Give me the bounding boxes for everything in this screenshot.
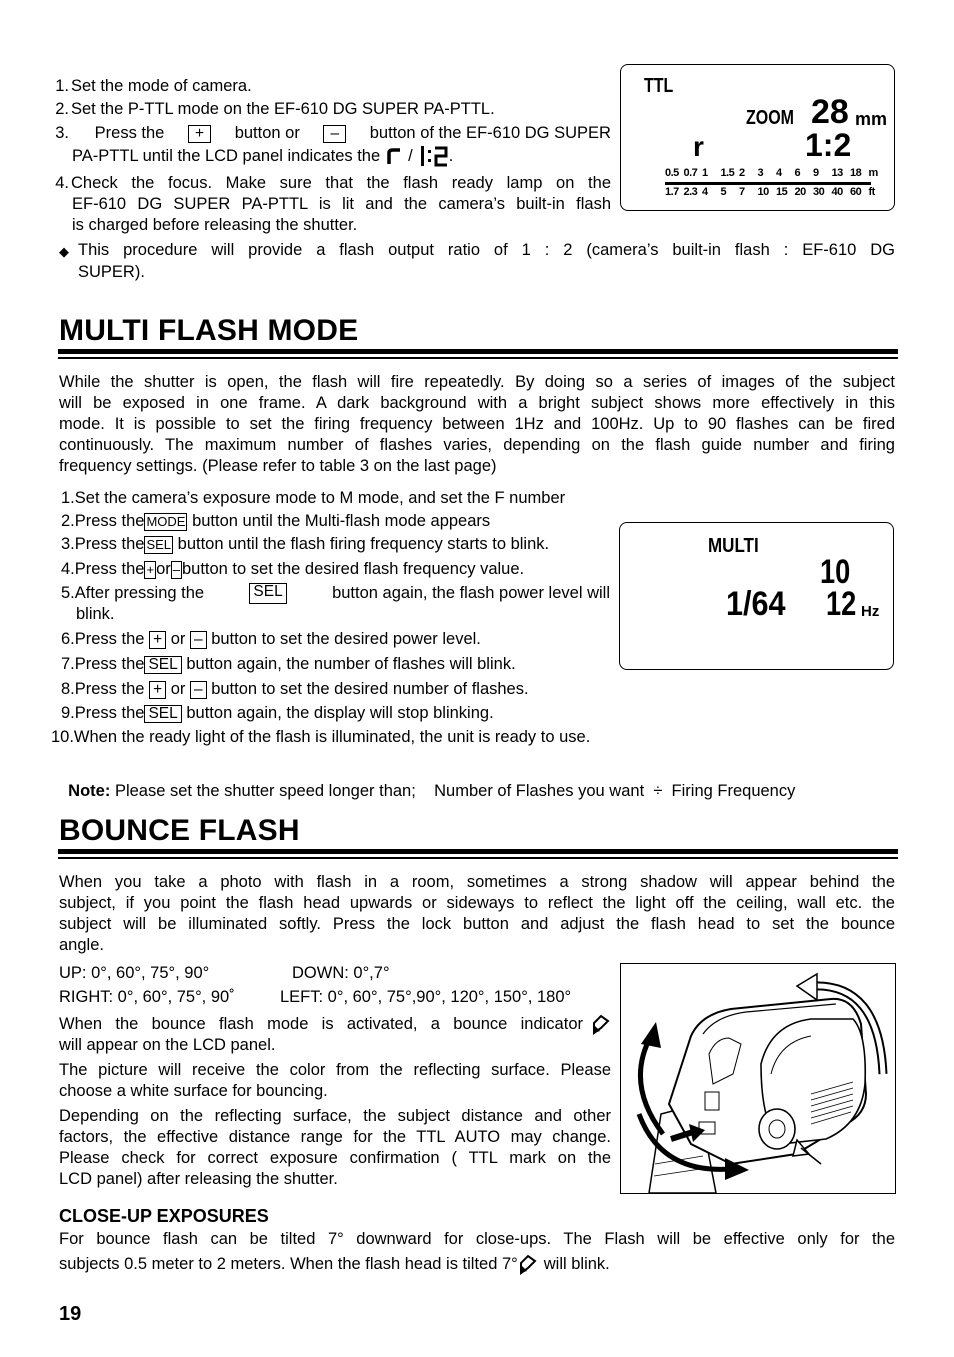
closeup-paragraph: For bounce flash can be tilted 7° downward for close-ups. The Flash will be effective only for the subjects 0.5 meter to 2 meters. When the flash head is tilted 7° will blink.	[59, 1230, 895, 1273]
lcd-m-tick-4: 2	[739, 167, 745, 179]
flash-unit-drawing	[621, 964, 895, 1193]
lcd-ft-tick-0: 1.7	[665, 186, 679, 198]
lcd-ft-tick-3: 5	[720, 186, 727, 198]
bounce-right-angles: RIGHT: 0°, 60°, 75°, 90˚	[59, 988, 235, 1006]
lcd-r-indicator: r	[693, 131, 704, 162]
multi-step-6: 6.Press the + or – button to set the desired power level.	[61, 630, 481, 648]
bounce-indicator-icon	[591, 1013, 611, 1035]
lcd-panel-multi	[619, 522, 894, 670]
multi-step-1: 1.Set the camera’s exposure mode to M mode, and set the F number	[61, 489, 566, 507]
lcd-distance-ft-row	[665, 186, 885, 200]
intro-step-1: 1. Set the mode of camera.	[55, 77, 252, 95]
lcd-ft-tick-10: 60	[850, 186, 862, 198]
multi-note: Note: Please set the shutter speed longer than; Number of Flashes you want ÷ Firing Frequency	[68, 782, 796, 800]
intro-step-3: 3. Press the + button or – button of the EF-610 DG SUPER PA-PTTL until the LCD panel indicates the / .	[55, 123, 611, 168]
heading-rule-thick	[58, 849, 898, 854]
lcd-m-tick-10: 18	[850, 167, 862, 179]
lcd-panel-ttl	[620, 64, 895, 211]
bounce-left-angles: LEFT: 0°, 60°, 75°,90°, 120°, 150°, 180°	[280, 988, 572, 1006]
multi-step-9: 9.Press the SEL button again, the display will stop blinking.	[61, 704, 494, 722]
multi-flash-heading: MULTI FLASH MODE	[59, 314, 359, 347]
multi-step-5: 5.After pressing the SEL button again, the flash power level will blink.	[61, 583, 610, 623]
lcd-m-tick-5: 3	[757, 167, 764, 179]
lcd-m-tick-6: 4	[776, 167, 782, 179]
multi-step-3: 3.Press the SEL button until the flash firing frequency starts to blink.	[61, 535, 550, 553]
multi-paragraph: While the shutter is open, the flash will fire repeatedly. By doing so a series of images of the subject will be exposed in one frame. A dark background with a bright subject shows more effectively in this mode. It is possible to set the firing frequency between 1Hz and 100Hz. Up to 90 flashes can be fired continuously. The maximum number of flashes varies, depending on the flash guide number and firing frequency settings. (Please refer to table 3 on the last page)	[59, 373, 895, 475]
lcd-ttl-label: TTL	[644, 75, 674, 97]
bounce-down-angles: DOWN: 0°,7°	[292, 964, 390, 982]
bounce-indicator-text: When the bounce flash mode is activated, a bounce indicator will appear on the LCD panel.	[59, 1013, 611, 1056]
lcd-m-tick-8: 9	[813, 167, 819, 179]
lcd-ft-tick-6: 15	[776, 186, 788, 198]
ratio-1-2-icon	[419, 144, 449, 168]
lcd-m-tick-2: 1	[702, 167, 708, 179]
page-number: 19	[59, 1303, 82, 1325]
lcd-m-tick-1: 0.7	[683, 167, 698, 179]
lcd-ft-tick-2: 4	[702, 186, 708, 198]
lcd-m-tick-3: 1.5	[720, 167, 735, 179]
lcd-ft-tick-4: 7	[739, 186, 745, 198]
lcd-zoom-value: 28	[811, 93, 849, 131]
heading-rule-thick	[58, 349, 898, 354]
bounce-range-text: Depending on the reflecting surface, the subject distance and other factors, the effective distance range for the TTL AUTO may change. Please check for correct exposure confirmation ( TTL mark on the LCD panel) after releasing the shutter.	[59, 1107, 611, 1188]
bounce-paragraph: When you take a photo with flash in a room, sometimes a strong shadow will appear behind the subject, if you point the flash head upwards or sideways to reflect the light off the ceiling, wall etc. the subject will be illuminated softly. Press the lock button and adjust the flash head to set the bounce angle.	[59, 873, 895, 954]
multi-step-4: 4.Press the + or – button to set the desired flash frequency value.	[61, 560, 525, 578]
lcd-m-tick-9: 13	[831, 167, 843, 179]
lcd-ft-tick-5: 10	[757, 186, 769, 198]
multi-step-2: 2.Press the MODE button until the Multi-flash mode appears	[61, 512, 491, 530]
lcd-power-level: 1/64	[726, 585, 786, 623]
lcd-multi-label: MULTI	[708, 535, 759, 557]
lcd-frequency: 12	[826, 585, 857, 623]
lcd-distance-m-row	[665, 167, 885, 181]
lcd-ft-tick-11: ft	[868, 186, 875, 198]
lcd-ft-tick-8: 30	[813, 186, 825, 198]
heading-rule-thin	[58, 857, 898, 859]
heading-rule-thin	[58, 357, 898, 359]
bounce-flash-heading: BOUNCE FLASH	[59, 814, 300, 847]
intro-step-4: 4. Check the focus. Make sure that the flash ready lamp on the EF-610 DG SUPER PA-PTTL is lit and the camera’s built-in flash is charged before releasing the shutter.	[55, 174, 611, 234]
multi-step-8: 8.Press the + or – button to set the desired number of flashes.	[61, 680, 529, 698]
multi-step-10: 10.When the ready light of the flash is illuminated, the unit is ready to use.	[51, 728, 591, 746]
lcd-m-tick-7: 6	[794, 167, 801, 179]
intro-step-2: 2. Set the P-TTL mode on the EF-610 DG SUPER PA-PTTL.	[55, 100, 495, 118]
bounce-color-text: The picture will receive the color from the reflecting surface. Please choose a white surface for bouncing.	[59, 1061, 611, 1100]
bounce-indicator-icon	[518, 1253, 538, 1275]
lcd-zoom-label: ZOOM	[746, 107, 794, 129]
lcd-ft-tick-9: 40	[831, 186, 843, 198]
bounce-up-angles: UP: 0°, 60°, 75°, 90°	[59, 964, 210, 982]
flash-head-illustration	[620, 963, 896, 1194]
lcd-m-tick-11: m	[868, 167, 878, 179]
minus-button-label: –	[323, 125, 346, 143]
lcd-ft-tick-1: 2.3	[683, 186, 698, 198]
closeup-heading: CLOSE-UP EXPOSURES	[59, 1206, 269, 1226]
lcd-hz-label: Hz	[861, 603, 880, 620]
lcd-flash-count: 10	[820, 553, 851, 591]
lcd-distance-bar	[665, 182, 871, 185]
lcd-ratio-value: 1:2	[805, 127, 852, 163]
lcd-ft-tick-7: 20	[794, 186, 806, 198]
lcd-mm-label: mm	[855, 109, 888, 129]
plus-button-label: +	[188, 125, 211, 143]
multi-step-7: 7.Press the SEL button again, the number of flashes will blink.	[61, 655, 516, 673]
intro-bullet: ◆ This procedure will provide a flash output ratio of 1 : 2 (camera’s built-in flash : EF-610 DG SUPER).	[59, 241, 895, 281]
lcd-m-tick-0: 0.5	[665, 167, 679, 179]
r-segment-icon	[386, 147, 402, 165]
